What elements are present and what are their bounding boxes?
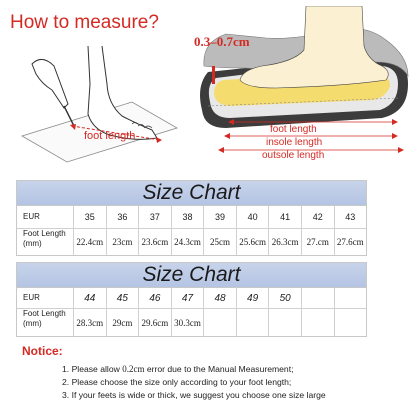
notice-emph: 0.2cm bbox=[122, 364, 145, 374]
length-cell: 28.3cm bbox=[74, 309, 107, 336]
length-cell: 29.6cm bbox=[139, 309, 172, 336]
eur-cell: 47 bbox=[172, 288, 205, 308]
notice-num: 3. bbox=[62, 390, 70, 400]
mm-unit-text: (mm) bbox=[23, 319, 42, 328]
length-cell: 25cm bbox=[204, 229, 237, 255]
eur-label: EUR bbox=[17, 206, 74, 228]
length-cell: 24.3cm bbox=[172, 229, 205, 255]
eur-cell: 36 bbox=[107, 206, 140, 228]
notice-num: 2. bbox=[62, 377, 70, 387]
eur-cell bbox=[302, 288, 335, 308]
eur-cell: 35 bbox=[74, 206, 107, 228]
notice-title: Notice: bbox=[22, 344, 63, 358]
eur-cell: 37 bbox=[139, 206, 172, 228]
length-cell bbox=[335, 309, 367, 336]
foot-length-label: foot length bbox=[84, 130, 136, 142]
size-chart-1 bbox=[16, 180, 367, 256]
eur-cell: 44 bbox=[74, 288, 107, 308]
foot-length-line-label: foot length bbox=[270, 124, 317, 135]
eur-cell: 48 bbox=[204, 288, 237, 308]
eur-cell: 42 bbox=[302, 206, 335, 228]
insole-length-label: insole length bbox=[266, 137, 323, 148]
foot-length-text: Foot Length bbox=[23, 309, 66, 318]
length-cell: 27.cm bbox=[302, 229, 335, 255]
eur-cell: 50 bbox=[269, 288, 302, 308]
notice-item-3 bbox=[62, 389, 326, 402]
notice-text: error due to the Manual Measurement; bbox=[144, 364, 294, 374]
eur-cell: 43 bbox=[345, 212, 356, 222]
foot-length-row-label bbox=[17, 309, 74, 336]
eur-cell: 45 bbox=[107, 288, 140, 308]
eur-cell: 40 bbox=[237, 206, 270, 228]
length-cell bbox=[269, 309, 302, 336]
foot-measure-illustration bbox=[12, 44, 182, 164]
length-cell: 23.6cm bbox=[139, 229, 172, 255]
thickness-label: 0.3–0.7cm bbox=[194, 34, 250, 49]
eur-cell: 38 bbox=[172, 206, 205, 228]
size-chart-1-length-row bbox=[17, 229, 366, 255]
length-cell: 29cm bbox=[107, 309, 140, 336]
mm-unit-text: (mm) bbox=[23, 239, 42, 248]
eur-cell: 41 bbox=[269, 206, 302, 228]
outsole-length-label: outsole length bbox=[262, 150, 325, 161]
eur-cell: 49 bbox=[237, 288, 270, 308]
notice-item-2 bbox=[62, 376, 326, 389]
size-chart-2-eur-row bbox=[17, 288, 366, 309]
foot-length-row-label bbox=[17, 229, 74, 255]
length-cell: 26.3cm bbox=[269, 229, 302, 255]
notice-text: If your feets is wide or thick, we suggest you choose one size large bbox=[71, 390, 326, 400]
size-chart-2-length-row bbox=[17, 309, 366, 336]
notice-item-1 bbox=[62, 363, 326, 376]
notice-text: Please allow bbox=[71, 364, 123, 374]
measure-title: How to measure? bbox=[10, 12, 159, 33]
length-cell bbox=[302, 309, 335, 336]
length-cell: 25.6cm bbox=[237, 229, 270, 255]
length-cell: 27.6cm bbox=[336, 237, 364, 247]
eur-cell: 46 bbox=[139, 288, 172, 308]
length-cell bbox=[237, 309, 270, 336]
length-cell: 23cm bbox=[107, 229, 140, 255]
length-cell bbox=[204, 309, 237, 336]
foot-length-text: Foot Length bbox=[23, 229, 66, 238]
size-chart-1-eur-row bbox=[17, 206, 366, 229]
size-chart-2-title: Size Chart bbox=[17, 263, 366, 288]
notice-list bbox=[62, 363, 326, 402]
length-cell: 22.4cm bbox=[74, 229, 107, 255]
notice-text: Please choose the size only according to your foot length; bbox=[71, 377, 292, 387]
length-cell: 30.3cm bbox=[172, 309, 205, 336]
size-chart-1-title: Size Chart bbox=[17, 181, 366, 206]
eur-label: EUR bbox=[17, 288, 74, 308]
eur-cell: 39 bbox=[204, 206, 237, 228]
eur-cell bbox=[335, 288, 367, 308]
notice-num: 1. bbox=[62, 364, 70, 374]
size-chart-2 bbox=[16, 262, 367, 337]
